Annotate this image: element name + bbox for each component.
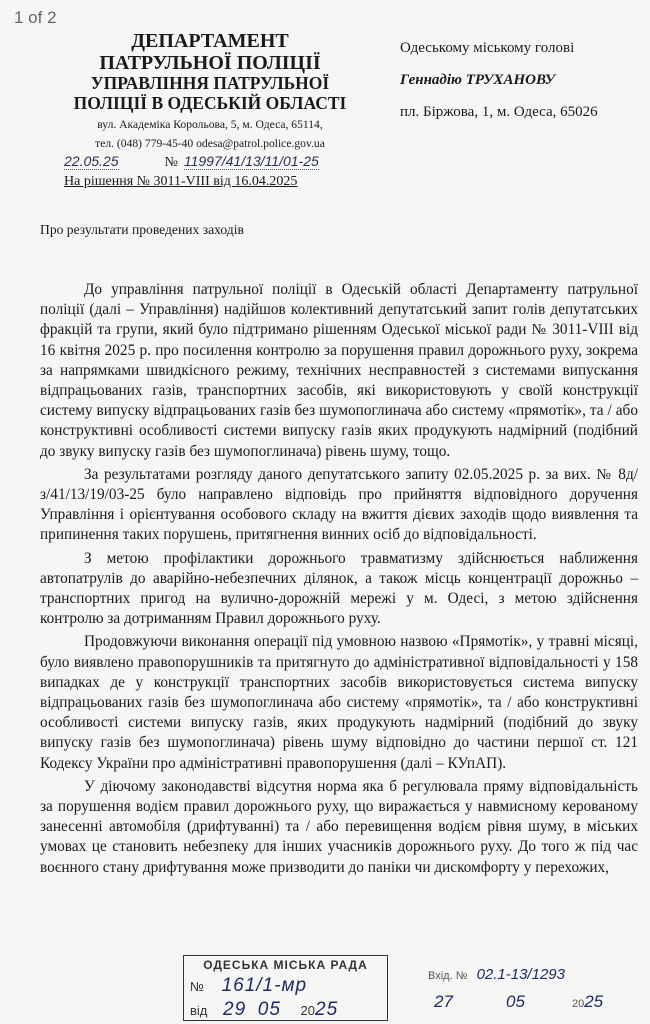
page-counter: 1 of 2 [14,8,57,27]
stamp-council-date-label: від [190,1003,208,1018]
incoming-stamp-right [418,962,640,1022]
stamp-council-number-label: № [190,979,204,994]
registration-number-sign: № [164,155,178,170]
paragraph: За результатами розгляду даного депутатського запиту 02.05.2025 р. за вих. № 8д/з/41/13/19/03-25 було направлено відповідь про прийняття відповідного доручення Управління і орієнтування особового складу на вжиття дієвих заходів щодо виявлення та припинення таких порушень, притягнення винних осіб до відповідальності. [40,465,638,544]
paragraph: До управління патрульної поліції в Одеській області Департаменту патрульної поліції (далі – Управління) надійшов колективний депутатський запит голів депутатських фракцій та групи, який було підтримано рішенням Одеської міської ради № 3011-VIII від 16 квітня 2025 р. про посилення контролю за порушення правил дорожнього руху, зокрема за напрямками швидкісного режиму, технічних несправностей з системами випускання відпрацьованих газів, транспортних засобів, які використовують у своїй конструкції систему випуску відпрацьованих газів без шумопоглинача або систему «прямотік», та / або конструктивні особливості системи випуску газів яких продукують надмірний (подібний до звуку випуску газів без шумопоглинача) рівень шуму, тощо. [40,281,638,460]
sender-address: вул. Академіка Корольова, 5, м. Одеса, 65114, [97,118,323,131]
sender-police: ПАТРУЛЬНОЇ ПОЛІЦІЇ [99,52,321,74]
stamp-council-month: 05 [257,999,281,1020]
paragraph: У діючому законодавстві відсутня норма яка б регулювала пряму відповідальність за порушення водієм правил дорожнього руху, що виражається у навмисному керованому занесенні автомобіля (дрифтуванні) та / або перевищення водієм рівня шуму, в міських умовах це становить небезпеку для інших учасників дорожнього руху. До того ж під час воєнного стану дрифтування може призводити до паніки чи дискомфорту у перехожих, [40,777,638,876]
letter-subject: Про результати проведених заходів [40,222,244,237]
registration-date: 22.05.25 [64,153,119,169]
stamp-right-year-prefix: 20 [571,998,585,1010]
stamp-council-day: 29 [223,999,247,1020]
registration-line [64,153,319,171]
sender-department: ДЕПАРТАМЕНТ [131,30,289,52]
stamp-council-year-suffix: 25 [315,999,339,1020]
sender-phone-email: тел. (048) 779-45-40 odesa@patrol.police.gov.ua [95,137,325,150]
stamp-right-number-row [428,966,565,983]
stamp-right-month: 05 [505,992,525,1011]
stamp-council-number-row [190,975,307,997]
recipient-title: Одеському міському голові [400,40,575,56]
paragraph: З метою профілактики дорожнього травматизму здійснюється наближення автопатрулів до аварійно-небезпечних ділянок, а також місць концентрації дорожньо – транспортних пригод на вулично-дорожній мережі у м. Одесі, з метою здійснення контролю за дотриманням Правил дорожнього руху. [40,549,638,628]
paragraph: Продовжуючи виконання операції під умовною назвою «Прямотік», у травні місяці, було виявлено правопорушників та притягнуто до адміністративної відповідальності у 158 випадках де у конструкції транспортних засобів використовується система випуску відпрацьованих газів без шумопоглинача або систему «прямотік», та / або конструктивні особливості системи випуску газів, яких продукують надмірний (подібний до звуку випуску газів без шумопоглинача) рівень шуму відповідно до частини першої ст. 121 Кодексу України про адміністративні правопорушення (далі – КУпАП). [40,633,638,772]
sender-block [40,30,380,151]
recipient-block [400,32,640,128]
reply-reference: На рішення № 3011-VIII від 16.04.2025 [64,174,298,189]
stamp-right-number: 02.1-13/1293 [476,966,565,983]
stamp-council-date-row [190,999,338,1021]
stamp-right-date-row [434,992,603,1012]
sender-unit-line1: УПРАВЛІННЯ ПАТРУЛЬНОЇ [90,73,330,93]
recipient-name: Геннадію ТРУХАНОВУ [400,72,556,88]
registration-number: 11997/41/13/11/01-25 [183,153,319,169]
letter-body [40,280,638,881]
stamp-right-year-suffix: 25 [584,992,604,1011]
stamp-council-number: 161/1-мр [221,975,308,996]
stamp-council-title: ОДЕСЬКА МІСЬКА РАДА [203,958,368,972]
sender-unit-line2: ПОЛІЦІЇ В ОДЕСЬКІЙ ОБЛАСТІ [73,92,347,113]
stamp-right-day: 27 [434,992,453,1011]
incoming-stamp-council [183,955,388,1021]
recipient-address: пл. Біржова, 1, м. Одеса, 65026 [400,104,598,120]
stamp-right-label: Вхід. № [428,970,468,982]
stamp-council-year-prefix: 20 [300,1003,316,1018]
